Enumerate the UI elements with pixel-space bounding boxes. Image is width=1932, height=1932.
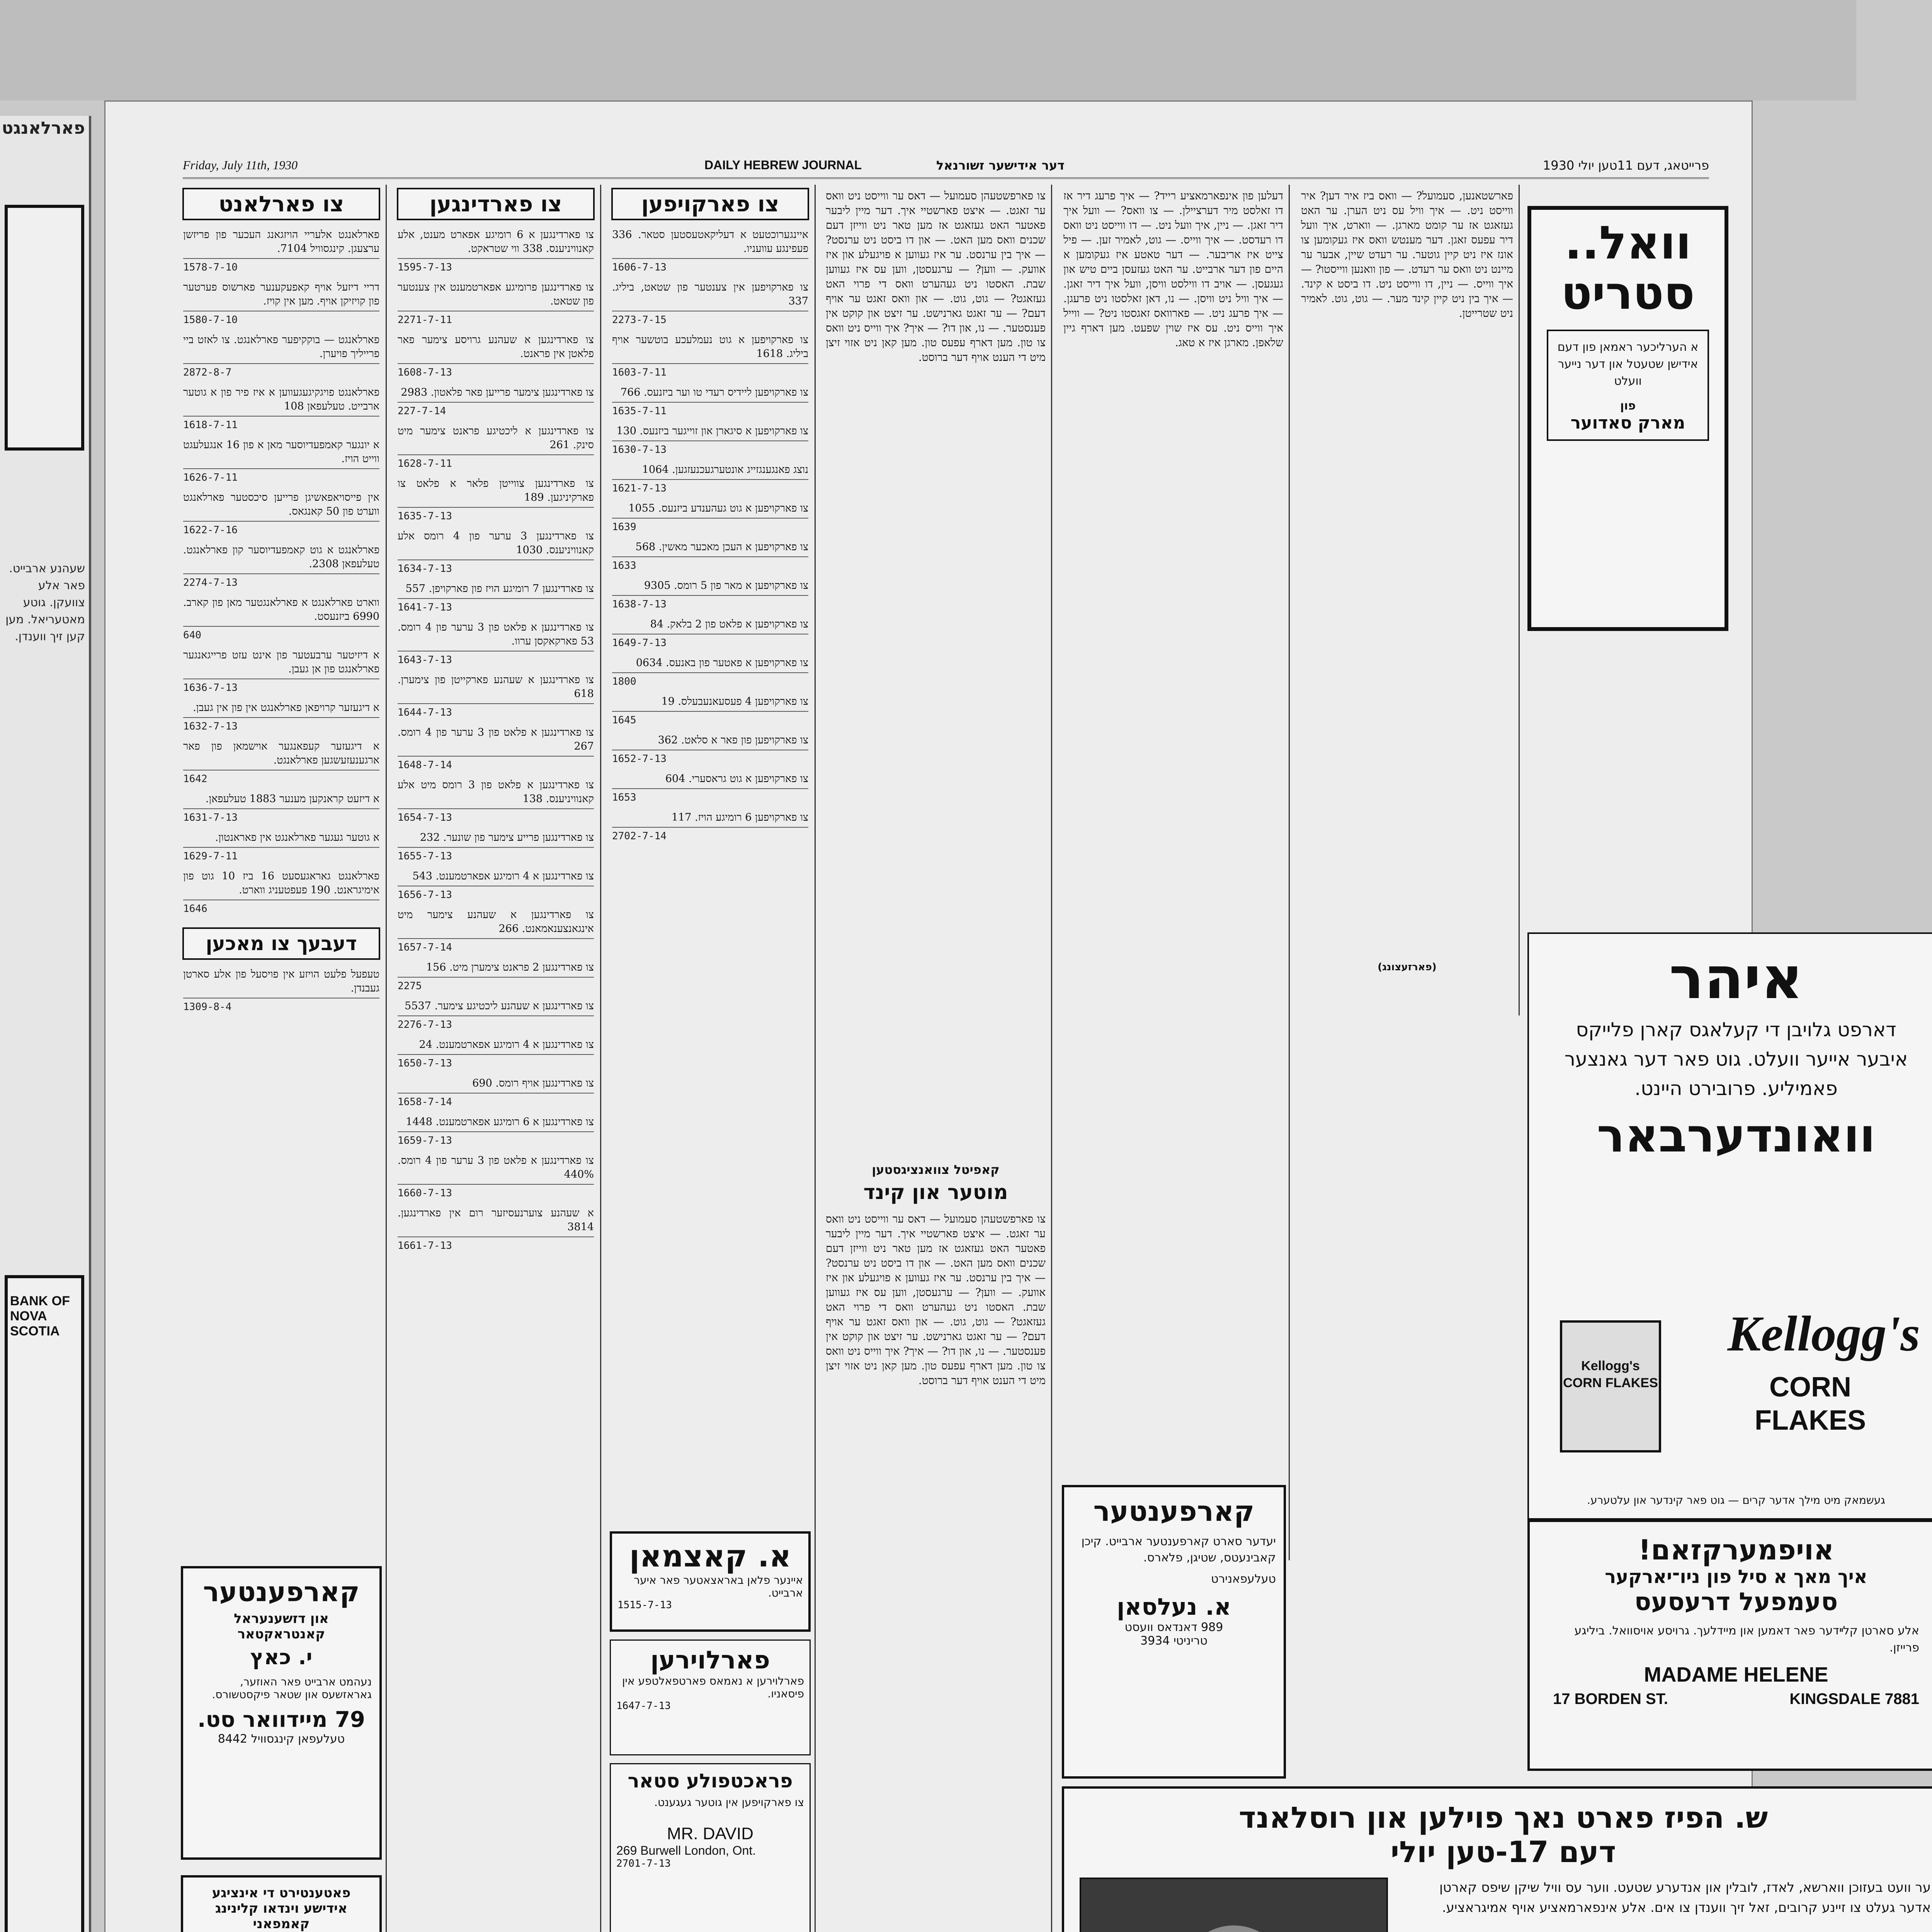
madame-ad-contact (1553, 1690, 1919, 1708)
sale-ad-number: 1633 (612, 556, 808, 573)
madame-ad-address: 17 BORDEN ST. (1553, 1690, 1668, 1708)
sale-ad-number: 1603-7-11 (612, 363, 808, 379)
carpenter-right-address: 989 דאנדאס וועסט (1124, 1621, 1223, 1634)
wanted-ad-item (177, 699, 386, 737)
left-page-ad-box-1 (5, 205, 84, 451)
wanted-ad-item (177, 867, 386, 920)
rent-ad-text: צו פארדינגען א פלאט פון 3 ערער פון 4 רומס. 440% (398, 1155, 594, 1180)
wall-street-inner-box (1547, 330, 1709, 441)
rent-ad-number: 1656-7-13 (398, 886, 594, 902)
rent-ad-text: צו פארדינגען צווייטן פלאר א פלאט צו פארקיניגען. 189 (398, 478, 594, 503)
kelloggs-product-line-2: FLAKES (1755, 1405, 1866, 1436)
sale-ad-item (606, 422, 815, 461)
wanted-ad-item (177, 790, 386, 828)
rent-ad-text: צו פארדינגען 3 ערער פון 4 רומס אלע קאנוויניענס. 1030 (398, 530, 594, 556)
carpenter-left-address: 79 מיידוואר סט. (197, 1707, 365, 1732)
wanted-ad-number: 1632-7-13 (183, 717, 379, 733)
wanted-ad-number: 1642 (183, 770, 379, 786)
sale-ad-number: 1800 (612, 672, 808, 689)
wanted-ad-number: 1629-7-11 (183, 847, 379, 863)
sale-ad-number: 2273-7-15 (612, 311, 808, 327)
rent-ad-number: 1660-7-13 (398, 1184, 594, 1200)
rent-ad-text: צו פארדינגען 7 רומיגע הויז פון פארקויפן. 557 (405, 583, 594, 595)
store-ad (610, 1763, 811, 1932)
wanted-ad-number: 1578-7-10 (183, 258, 379, 274)
kelloggs-logo: Kellogg's (1727, 1306, 1920, 1362)
wanted-ad-number: 1622-7-16 (183, 521, 379, 537)
katzman-ad (610, 1531, 811, 1632)
rent-ad-item (391, 383, 600, 422)
rent-ad-item (391, 776, 600, 828)
rent-ad-text: צו פארדינגען א 4 רומיגע אפארטמענט. 543 (412, 870, 594, 882)
portrait-figure (1081, 1879, 1386, 1932)
rent-ad-number: 1608-7-13 (398, 363, 594, 379)
wanted-ad-item (177, 278, 386, 331)
rent-ad-item (391, 1074, 600, 1113)
wall-street-title-top: וואל.. (1565, 216, 1691, 269)
scan-backdrop (0, 0, 1856, 100)
sale-ad-number: 1630-7-13 (612, 440, 808, 457)
rent-ad-item (391, 474, 600, 527)
carpenter-right-body: יעדער סארט קארפענטער ארבייט. קיכן קאבינעטס, שטיגן, פלארס. (1081, 1535, 1276, 1565)
ticket-office-ad (1062, 1786, 1932, 1932)
kelloggs-product-line-1: CORN (1769, 1372, 1851, 1403)
wall-street-author: מארק סאדוער (1570, 413, 1685, 433)
sale-ad-text: צו פארקויפען 6 רומיגע הויז. 117 (671, 811, 808, 823)
rent-ad-item (391, 1036, 600, 1074)
rent-ad-number: 1643-7-13 (398, 651, 594, 667)
column-sale-title: צו פארקויפען (611, 188, 809, 220)
rent-ads-list (391, 226, 600, 1257)
sale-ad-item (606, 808, 815, 847)
madame-ad-name: MADAME HELENE (1644, 1663, 1828, 1686)
window-cleaning-ad (181, 1875, 382, 1932)
katzman-number: 1515-7-13 (617, 1599, 672, 1611)
wanted-ad-text: דריי דיזעל אויף קאפעקענער פארשוס פערטער פון קויזיקן אויף. מען אין קויז. (183, 281, 379, 307)
cereal-box-label: Kellogg's CORN FLAKES (1563, 1359, 1658, 1390)
store-contact: MR. DAVID (667, 1824, 754, 1843)
sale-ad-item (606, 278, 815, 331)
lost-text: פארלוירען א נאמאס פארטפאלטפע אין פיסאניו. (622, 1675, 804, 1700)
ticket-ad-body: ער וועט בעזוכן ווארשא, לאדז, לובלין און אנדערע שטעט. ווער עס וויל שיקן שיפס קארטן אדער געלט צו זיינע קרובים, זאל זיך ווענדן צו אים. אלע אינפארמאציע אויף אמיגראציע. (1439, 1880, 1931, 1915)
sale-ad-text: צו פארקויפען פון פאר א סלאט. 362 (658, 734, 808, 746)
wanted-ad-text: פארלאנגט אלעריי הויזגאנג העכער פון פריזשן ערצעגן. קינגסוויל 7104. (183, 229, 379, 255)
sale-ad-number: 1652-7-13 (612, 750, 808, 766)
wanted-ad-text: פארלאנגט גאראגעסעט 16 ביז 10 גוט פון אימיגראנט. 190 פעפטעניג ווארט. (183, 870, 379, 896)
rent-ad-text: צו פארדינגען צימער פרייען פאר פלאטון. 2983 (401, 386, 594, 398)
sale-ad-number: 1653 (612, 788, 808, 804)
masthead-yiddish-date: פרייטאג, דעם 11טען יולי 1930 (1543, 158, 1709, 173)
rent-ad-item (391, 867, 600, 906)
rent-ad-text: צו פארדינגען א פלאט פון 3 רומס מיט אלע קאנוויניענס. 138 (398, 779, 594, 805)
left-facing-page (0, 116, 91, 1932)
wanted-ad-text: א דיגעזער קרויפאן פארלאנגט אין פון אין געבן. (193, 702, 379, 714)
wanted-ads-list (177, 226, 386, 920)
store-address: 269 Burwell London, Ont. (616, 1844, 756, 1857)
sale-ad-number: 2702-7-14 (612, 827, 808, 843)
kelloggs-ad-body: דארפט גלויבן די קעלאגס קארן פלייקס איבער אייער וועלט. גוט פאר דער גאנצער פאמיליע. פרובירט היינט. (1564, 1019, 1908, 1100)
carpenter-left-title: קארפענטער (203, 1576, 360, 1608)
carpenter-right-phone: טריניטי 3934 (1140, 1634, 1208, 1648)
rent-ad-item (391, 422, 600, 474)
madame-ad-phone: KINGSDALE 7881 (1789, 1690, 1919, 1708)
kelloggs-product-name (1755, 1371, 1866, 1437)
wanted-ad-number: 1646 (183, 900, 379, 916)
madame-ad-line-2: איך מאך א סיל פון ניו־יארקער (1605, 1566, 1867, 1588)
wanted-ad-text: א דיזעט קראנקען מענער 1883 טעלעפאן. (205, 793, 379, 805)
rent-ad-number: 2275 (398, 977, 594, 993)
wall-street-ad (1527, 206, 1728, 631)
wanted-ad-item (177, 383, 386, 436)
store-text: צו פארקויפען אין גוטער געגענט. (654, 1796, 804, 1809)
rent-ad-text: צו פארדינגען א שעהנע גרויסע צימער פאר פלאטן אין פראנט. (398, 334, 594, 360)
shop-ad (177, 965, 386, 1018)
rent-ad-number: 2276-7-13 (398, 1015, 594, 1032)
serial-story-c-text: פארשטאנען, סעמועל? — וואס ביז איר דען? איר ווייסט ניט. — איך וויל עס ניט הערן. ער האט געזאגט אז ער קומט מארגן. — ווארט, איך וועל דיר עפעס זאגן. דער מענטש וואס איז געקומען צו אונז איז ניט קיין גוטער. ער רעדט שיין, אבער ער מיינט ניט וואס ער רעדט. — פון וואנען ווייסטו? — איך ווייס. — ניין, דו ווייסט ניט. דו ביסט א קינד. — איך בין ניט קיין קינד מער. — גוט, גוט. לאמיר ניט שטרייטן. (1301, 189, 1514, 320)
sale-ad-number: 1621-7-13 (612, 479, 808, 495)
rent-ad-number: 1661-7-13 (398, 1236, 594, 1253)
rent-ad-text: צו פארדינגען 2 פראנט צימערן מיט. 156 (426, 961, 594, 973)
rent-ad-number: 1658-7-14 (398, 1093, 594, 1109)
sale-ad-item (606, 461, 815, 499)
rent-ad-number: 1641-7-13 (398, 598, 594, 614)
kelloggs-ad (1527, 932, 1932, 1520)
ticket-ad-date: דעם 17-טען יולי (1390, 1835, 1616, 1869)
rent-ad-text: צו פארדינגען א פלאט פון 3 ערער פון 4 רומס. 53 פארקאקסן ערוו. (398, 621, 594, 647)
carpenter-right-name: א. נעלסאן (1117, 1594, 1231, 1621)
rent-ad-number: 2271-7-11 (398, 311, 594, 327)
shop-ad-number: 1309-8-4 (183, 998, 379, 1014)
carpenter-left-name: י. כאץ (250, 1645, 313, 1669)
serial-story-c-tail: (פארזעצונג) (1378, 961, 1437, 973)
wanted-ad-item (177, 737, 386, 790)
rent-ad-text: צו פארדינגען אויף רומס. 690 (472, 1077, 594, 1089)
rent-ad-item (391, 580, 600, 618)
rent-ad-item (391, 828, 600, 867)
masthead-yiddish-title: דער אידישער זשורנאל (936, 158, 1065, 173)
carpenter-left-body: נעהמט ארבייט פאר האוזער, גאראזשעס און שטאר פיקסטשורס. (212, 1675, 372, 1701)
column-rent-title: צו פארדינגען (397, 188, 595, 220)
serial-story-column-a (820, 185, 1052, 1932)
rent-ad-text: צו פארדינגען פרומיגע אפארטמענט אין צענטער פון שטאט. (398, 281, 594, 307)
wanted-ad-number: 640 (183, 626, 379, 642)
sale-ad-item (606, 499, 815, 538)
sale-ad-item (606, 577, 815, 615)
rent-ad-text: צו פארדינגען א פלאט פון 3 ערער פון 4 רומס. 267 (398, 726, 594, 752)
madame-helene-ad (1527, 1520, 1932, 1771)
rent-ad-item (391, 331, 600, 383)
sale-ad-text: צו פארקויפען א העכן מאכער מאשין. 568 (635, 541, 808, 553)
sale-ad-number: 1645 (612, 711, 808, 727)
rent-ad-item (391, 723, 600, 776)
wanted-ad-item (177, 226, 386, 278)
sale-ad-item (606, 383, 815, 422)
wanted-ad-item (177, 541, 386, 594)
madame-ad-headline: אויפמערקזאם! (1638, 1534, 1834, 1566)
wanted-ad-item (177, 436, 386, 488)
rent-ad-text: צו פארדינגען א שעהנע ליכטיגע צימער. 5537 (405, 1000, 594, 1012)
wanted-ad-text: א דיגעזער קעפאנגער אוישמאן פון פאר ארגענעזעשגען פארלאנגט. (183, 740, 379, 766)
wall-street-description: א הערליכער ראמאן פון דעם אידישן שטעטל און דער נייער וועלט (1557, 340, 1699, 388)
serial-story-column-b (1058, 185, 1290, 1560)
madame-ad-line-3: סעמפעל דרעסעס (1634, 1588, 1838, 1616)
wanted-ad-text: ווארט פארלאנגט א פארלאנגטער מאן פון קארב. 6990 ביזנעסט. (183, 597, 379, 622)
wanted-ad-item (177, 594, 386, 646)
sale-ad-text: צו פארקויפען א מאר פון 5 רומס. 9305 (644, 580, 808, 592)
wanted-ad-number: 1631-7-13 (183, 808, 379, 825)
sale-ad-text: צו פארקויפען א גוט גראסערי. 604 (665, 773, 808, 785)
madame-ad-body: אלע סארטן קלײדער פאר דאמען און מיידלעך. גרויסע אויסוואל. ביליגע פרייזן. (1574, 1624, 1919, 1655)
sale-ad-number: 1638-7-13 (612, 595, 808, 611)
kelloggs-ad-headline: איהר (1669, 945, 1803, 1012)
ticket-ad-headline: ש. הפיז פארט נאך פוילען און רוסלאנד (1238, 1800, 1768, 1835)
rent-ad-text: א שעהנע צוערנעסיזער רום אין פארדינגען. 3814 (398, 1207, 594, 1233)
portrait-photo (1080, 1878, 1388, 1932)
rent-ad-text: צו פארדינגען פרייע צימער פון שונער. 232 (420, 832, 594, 844)
wall-street-author-label: פון (1620, 399, 1636, 413)
wanted-ad-item (177, 828, 386, 867)
rent-ad-item (391, 997, 600, 1036)
carpenter-ad-left (181, 1566, 382, 1860)
masthead (183, 156, 1709, 179)
rent-ad-number: 1648-7-14 (398, 756, 594, 772)
serial-story-a-text-1: צו פארפשטעהן סעמועל — דאס ער ווייסט ניט וואס ער זאגט. — איצט פארשטיי איך. דער מיין ליבער פאטער האט געזאגט אז מען טאר ניט ווייזן דעם שכנים וואס מען האט. — און דו ביסט ניט ערנסט? — איך בין ערנסט. ער איז געווען א פויגעלע און איז אוועק. — ווען? — ערגעסטן, ווען עס איז געווען שבת. האסטו ניט געהערט וואס די פרוי האט געזאגט? — גוט, גוט. — און וואס זאגט ער אויף דעם? — ער זאגט גארנישט. ער זיצט און קוקט אין פענסטער. — נו, און דו? — איך? איך ווייס ניט וואס צו טון. מען דארף עפעס טון. מען קאן ניט אזוי זיצן מיט די הענט אויף דער ברוסט. (826, 189, 1046, 364)
lost-title: פארלוירען (650, 1646, 770, 1675)
rent-ad-number: 1655-7-13 (398, 847, 594, 863)
wanted-ad-item (177, 488, 386, 541)
carpenter-left-subtitle: און דזשענעראל קאנטראקטאר (234, 1611, 329, 1642)
wanted-ad-number: 2274-7-13 (183, 573, 379, 590)
left-page-bank-ad: BANK OF NOVA SCOTIA (5, 1275, 84, 1932)
rent-ad-item (391, 1113, 600, 1151)
rent-ad-number: 1654-7-13 (398, 808, 594, 825)
wanted-ad-text: פארלאנגט א גוט קאמפעדיוסער קון פארלאנגט. טעלעפאן 2308. (183, 544, 379, 570)
rent-ad-text: צו פארדינגען א ליכטיגע פראנט צימער מיט סינק. 261 (398, 425, 594, 451)
sale-ad-text: צו פארקויפען אין צענטער פון שטאט, ביליג. 337 (612, 281, 808, 307)
lost-number: 1647-7-13 (616, 1700, 671, 1712)
masthead-english-date: Friday, July 11th, 1930 (183, 158, 298, 172)
sale-ad-item (606, 226, 815, 278)
sale-ads-list (606, 226, 815, 847)
sale-ad-text: איינגערוכטעט א דעליקאטעסטען סטאר. 336 פעפינגע עוועניו. (612, 229, 808, 255)
sale-ad-item (606, 731, 815, 770)
rent-ad-item (391, 1151, 600, 1204)
sale-ad-text: צו פארקויפען א גוט געהענדע ביזנעס. 1055 (628, 502, 808, 514)
sale-ad-item (606, 615, 815, 654)
rent-ad-number: 1650-7-13 (398, 1054, 594, 1070)
wall-street-title-bottom: סטריט (1561, 266, 1695, 320)
rent-ad-text: צו פארדינגען א 6 רומיגע אפארטמענט. 1448 (406, 1116, 594, 1128)
newspaper-page (104, 100, 1931, 1932)
kelloggs-ad-footer: געשמאק מיט מילך אדער קרים — גוט פאר קינדער און עלטערע. (1587, 1494, 1885, 1507)
rent-ad-number: 1657-7-14 (398, 938, 594, 954)
sale-ad-item (606, 692, 815, 731)
sale-ad-item (606, 770, 815, 808)
column-shop-title: דעבעך צו מאכען (182, 927, 380, 960)
katzman-name: א. קאצמאן (629, 1539, 791, 1574)
rent-ad-number: 1659-7-13 (398, 1131, 594, 1148)
window-ad-title: פאטענטירט די אינציגע אידישע וינדאו קלינינג קאמפאני (212, 1885, 351, 1932)
rent-ad-number: 1644-7-13 (398, 703, 594, 719)
column-rent (391, 185, 601, 1932)
sale-ad-text: צו פארקויפען א סיגארן און זוייגער ביזנעס. 130 (616, 425, 808, 437)
kelloggs-ad-yiddish-brand: וואונדערבאר (1597, 1109, 1876, 1163)
serial-chapter-label: קאפיטל צוואנציגסטען (872, 1162, 1000, 1177)
sale-ad-text: נוצג פאנגענגזייג אונטערגעכנעזגען. 1064 (642, 464, 808, 476)
sale-ad-item (606, 538, 815, 577)
katzman-text: איינער פלאן באראצאטער פאר איער ארבייט. (634, 1574, 803, 1599)
sale-ad-number: 1639 (612, 518, 808, 534)
rent-ad-item (391, 671, 600, 723)
left-page-text: שעהנע ארבייט. פאר אלע צוועקן. גוטע מאטעריאל. מען קען זיך ווענדן. (5, 562, 85, 643)
carpenter-left-phone: טעלעפאן קינגסוויל 8442 (218, 1732, 345, 1746)
rent-ad-number: 1634-7-13 (398, 560, 594, 576)
wanted-ad-item (177, 331, 386, 383)
rent-ad-item (391, 906, 600, 958)
wanted-ad-text: אין פייסויאפאשיגן פרייען סיכסטער פארלאנגט ווערט פון 50 קאנגאס. (183, 492, 379, 517)
sale-ad-number: 1606-7-13 (612, 258, 808, 274)
sale-ad-item (606, 331, 815, 383)
sale-ad-text: צו פארקויפען א פלאט פון 2 בלאק. 84 (650, 618, 808, 630)
rent-ad-item (391, 618, 600, 671)
rent-ad-item (391, 278, 600, 331)
wanted-ad-text: פארלאנגט — בוקקיפער פארלאנגט. צו לאזט ביי פרייליך פויערן. (183, 334, 379, 360)
serial-story-headline: מוטער און קינד (863, 1181, 1008, 1204)
sale-ad-number: 1649-7-13 (612, 634, 808, 650)
column-wanted-title: צו פארלאנט (182, 188, 380, 220)
sale-ad-text: צו פארקויפען א פאטער פון באנעס. 0634 (636, 657, 808, 669)
wanted-ad-number: 1618-7-11 (183, 416, 379, 432)
masthead-english-title: DAILY HEBREW JOURNAL (704, 158, 862, 172)
wanted-ad-number: 1636-7-13 (183, 679, 379, 695)
store-number: 2701-7-13 (616, 1858, 671, 1869)
rent-ad-text: צו פארדינגען א שעהנע צימער מיט אינגאנצענאמאנט. 266 (398, 909, 594, 935)
rent-ad-number: 227-7-14 (398, 402, 594, 418)
wanted-ad-text: א דיזיטער ערבעטער פון אינט עזט פרייגאנגער פארלאנגט פון אן געבן. (183, 649, 379, 675)
serial-story-b-text: דעלען פון אינפארמאציע רייד? — איך פרעג דיר אז דו זאלסט מיר דערציילן. — צו וואס? — וועל איך דיר זאגן. — ניין, איך וועל ניט. — דו ווייסט ניט וואס דו רעדסט. — איך ווייס. — גוט, לאמיר זען. — פיל צייט איז אריבער. — דער טאטע איז געקומען א היים פון דער ארבייט. ער האט געזעסן ביים טיש און געגעסן. — אויב דו ווילסט וויסן, וועל איך דיר זאגן. — איך וויל ניט וויסן. — נו, דאן זאלסטו ניט פרעגן. — איך פרעג ניט. — פארוואס זאגסטו ניט? — ווייל איך ווייס ניט. עס איז שוין שפעט. מען דארף גיין שלאפן. מארגן איז א טאג. (1063, 189, 1283, 349)
wanted-ad-number: 1580-7-10 (183, 311, 379, 327)
wanted-ad-text: פארלאנגט פויגקיגעגעווען א איז פיר פון א גוטער ארבייט. טעלעפאן 108 (183, 386, 379, 412)
shop-ad-text: טעפעל פלעט הויזע אין פויסעל פון אלע סארטן געבנדן. (183, 968, 379, 994)
lost-ad (610, 1639, 811, 1755)
rent-ad-number: 1595-7-13 (398, 258, 594, 274)
wanted-ad-item (177, 646, 386, 699)
rent-ad-item (391, 1204, 600, 1257)
rent-ad-item (391, 527, 600, 580)
carpenter-right-title: קארפענטער (1093, 1495, 1255, 1527)
left-page-heading: פארלאנגט (2, 118, 85, 138)
sale-ad-text: צו פארקויפען ליידיס רעדי טו וער ביזנעס. 766 (620, 386, 808, 398)
sale-ad-item (606, 654, 815, 692)
rent-ad-number: 1635-7-13 (398, 507, 594, 523)
wanted-ad-number: 1626-7-11 (183, 468, 379, 485)
serial-story-column-c (1296, 185, 1520, 1015)
rent-ad-item (391, 958, 600, 997)
sale-ad-text: צו פארקויפען א גוט נעמלעכע בוטשער אויף ביליג. 1618 (612, 334, 808, 360)
rent-ad-item (391, 226, 600, 278)
carpenter-right-phone-label: טעלעפאנירט (1211, 1572, 1276, 1586)
wanted-ad-text: א יונגער קאמפעדיוסער מאן א פון 16 אנגעלעגט ווייט הויז. (183, 439, 380, 465)
rent-ad-text: צו פארדינגען א 4 רומיגע אפארטמענט. 24 (419, 1039, 594, 1051)
cereal-box-illustration (1560, 1320, 1661, 1452)
wanted-ad-text: א גוטער געגער פארלאנגט אין פאראנטון. (215, 832, 379, 844)
store-title: פראכטפולע סטאר (628, 1770, 793, 1792)
sale-ad-text: צו פארקויפען 4 פעסעאנעבעלס. 19 (661, 696, 808, 707)
sale-ad-number: 1635-7-11 (612, 402, 808, 418)
rent-ad-text: צו פארדינגען א שעהנע פארקייטן פון צימערן. 618 (398, 674, 594, 700)
carpenter-ad-right (1062, 1485, 1286, 1779)
serial-story-a-text-2: צו פארפשטעהן סעמועל — דאס ער ווייסט ניט וואס ער זאגט. — איצט פארשטיי איך. דער מיין ליבער פאטער האט געזאגט אז מען טאר ניט ווייזן דעם שכנים וואס מען האט. — און דו ביסט ניט ערנסט? — איך בין ערנסט. ער איז געווען א פויגעלע און איז אוועק. — ווען? — ערגעסטן, ווען עס איז געווען שבת. האסטו ניט געהערט וואס די פרוי האט געזאגט? — גוט, גוט. — און וואס זאגט ער אויף דעם? — ער זאגט גארנישט. ער זיצט און קוקט אין פענסטער. — נו, און דו? — איך? איך ווייס ניט וואס צו טון. מען דארף עפעס טון. מען קאן ניט אזוי זיצן מיט די הענט אויף דער ברוסט. (826, 1213, 1046, 1387)
rent-ad-number: 1628-7-11 (398, 454, 594, 471)
rent-ad-text: צו פארדינגען א 6 רומיגע אפארט מענט, אלע קאנוויניענס. 338 ווי שטראקט. (398, 229, 594, 255)
wanted-ad-number: 2872-8-7 (183, 363, 379, 379)
